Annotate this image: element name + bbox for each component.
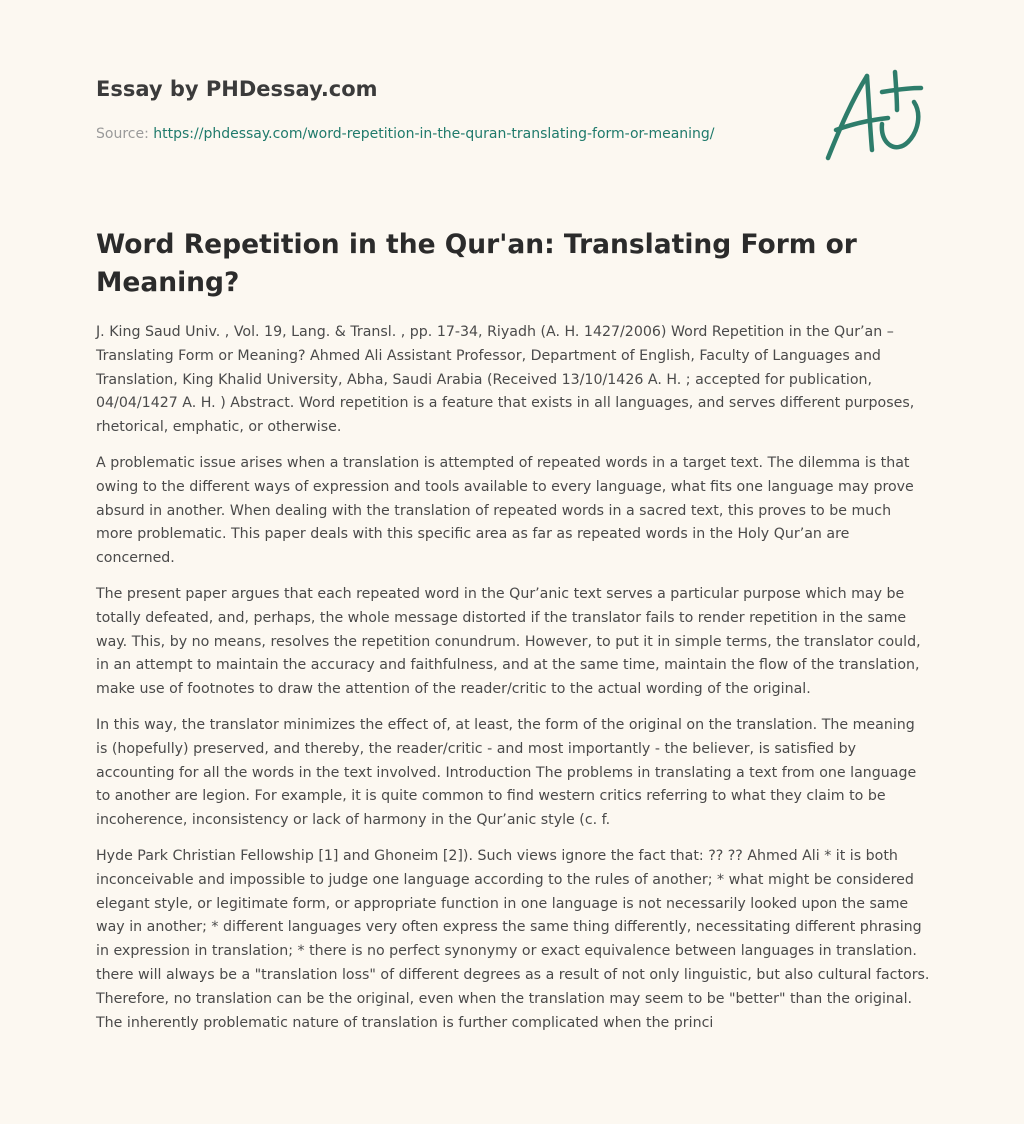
site-brand: Essay by PHDessay.com bbox=[96, 77, 378, 101]
paragraph: A problematic issue arises when a translation is attempted of repeated words in a target text. The dilemma is that owing to the different ways of expression and tools available to every language, what fits one language may prove absurd in another. When dealing with the translation of repeated words in a sacred text, this proves to be much more problematic. This paper deals with this specific area as far as repeated words in the Holy Qur’an are concerned. bbox=[96, 454, 914, 567]
essay-body bbox=[96, 321, 930, 1047]
essay-title: Word Repetition in the Qur'an: Translating Form or Meaning? bbox=[96, 229, 857, 298]
a-plus-grade-icon bbox=[818, 64, 930, 168]
paragraph: The present paper argues that each repeated word in the Qur’anic text serves a particular purpose which may be totally defeated, and, perhaps, the whole message distorted if the translator fails to render repetition in the same way. This, by no means, resolves the repetition conundrum. However, to put it in simple terms, the translator could, in an attempt to maintain the accuracy and faithfulness, and at the same time, maintain the flow of the translation, make use of footnotes to draw the attention of the reader/critic to the actual wording of the original. bbox=[96, 585, 921, 698]
page-header bbox=[96, 74, 796, 144]
paragraph: J. King Saud Univ. , Vol. 19, Lang. & Transl. , pp. 17-34, Riyadh (A. H. 1427/2006) Word Repetition in the Qur’an – Translating Form or Meaning? Ahmed Ali Assistant Professor, Department of English, Faculty of Languages and Translation, King Khalid University, Abha, Saudi Arabia (Received 13/10/1426 A. H. ; accepted for publication, 04/04/1427 A. H. ) Abstract. Word repetition is a feature that exists in all languages, and serves different purposes, rhetorical, emphatic, or otherwise. bbox=[96, 324, 915, 436]
paragraph: In this way, the translator minimizes the effect of, at least, the form of the original on the translation. The meaning is (hopefully) preserved, and thereby, the reader/critic - and most importantly - the believer, is satisfied by accounting for all the words in the text involved. Introduction The problems in translating a text from one language to another are legion. For example, it is quite common to find western critics referring to what they claim to be incoherence, inconsistency or lack of harmony in the Qur’anic style (c. f. bbox=[96, 716, 917, 829]
paragraph: Hyde Park Christian Fellowship [1] and Ghoneim [2]). Such views ignore the fact that: ?? ?? Ahmed Ali * it is both inconceivable and impossible to judge one language according to the rules of another; * what might be considered elegant style, or legitimate form, or appropriate function in one language is not necessarily looked upon the same way in another; * different languages very often express the same thing differently, necessitating different phrasing in expression in translation; * there is no perfect synonymy or exact equivalence between languages in translation. there will always be a "translation loss" of different degrees as a result of not only linguistic, but also cultural factors. Therefore, no translation can be the original, even when the translation may seem to be "better" than the original. The inherently problematic nature of translation is further complicated when the princi bbox=[96, 847, 930, 1031]
source-line bbox=[96, 124, 796, 144]
source-link[interactable]: https://phdessay.com/word-repetition-in-the-quran-translating-form-or-meaning/ bbox=[153, 126, 715, 142]
source-label: Source: bbox=[96, 126, 154, 142]
